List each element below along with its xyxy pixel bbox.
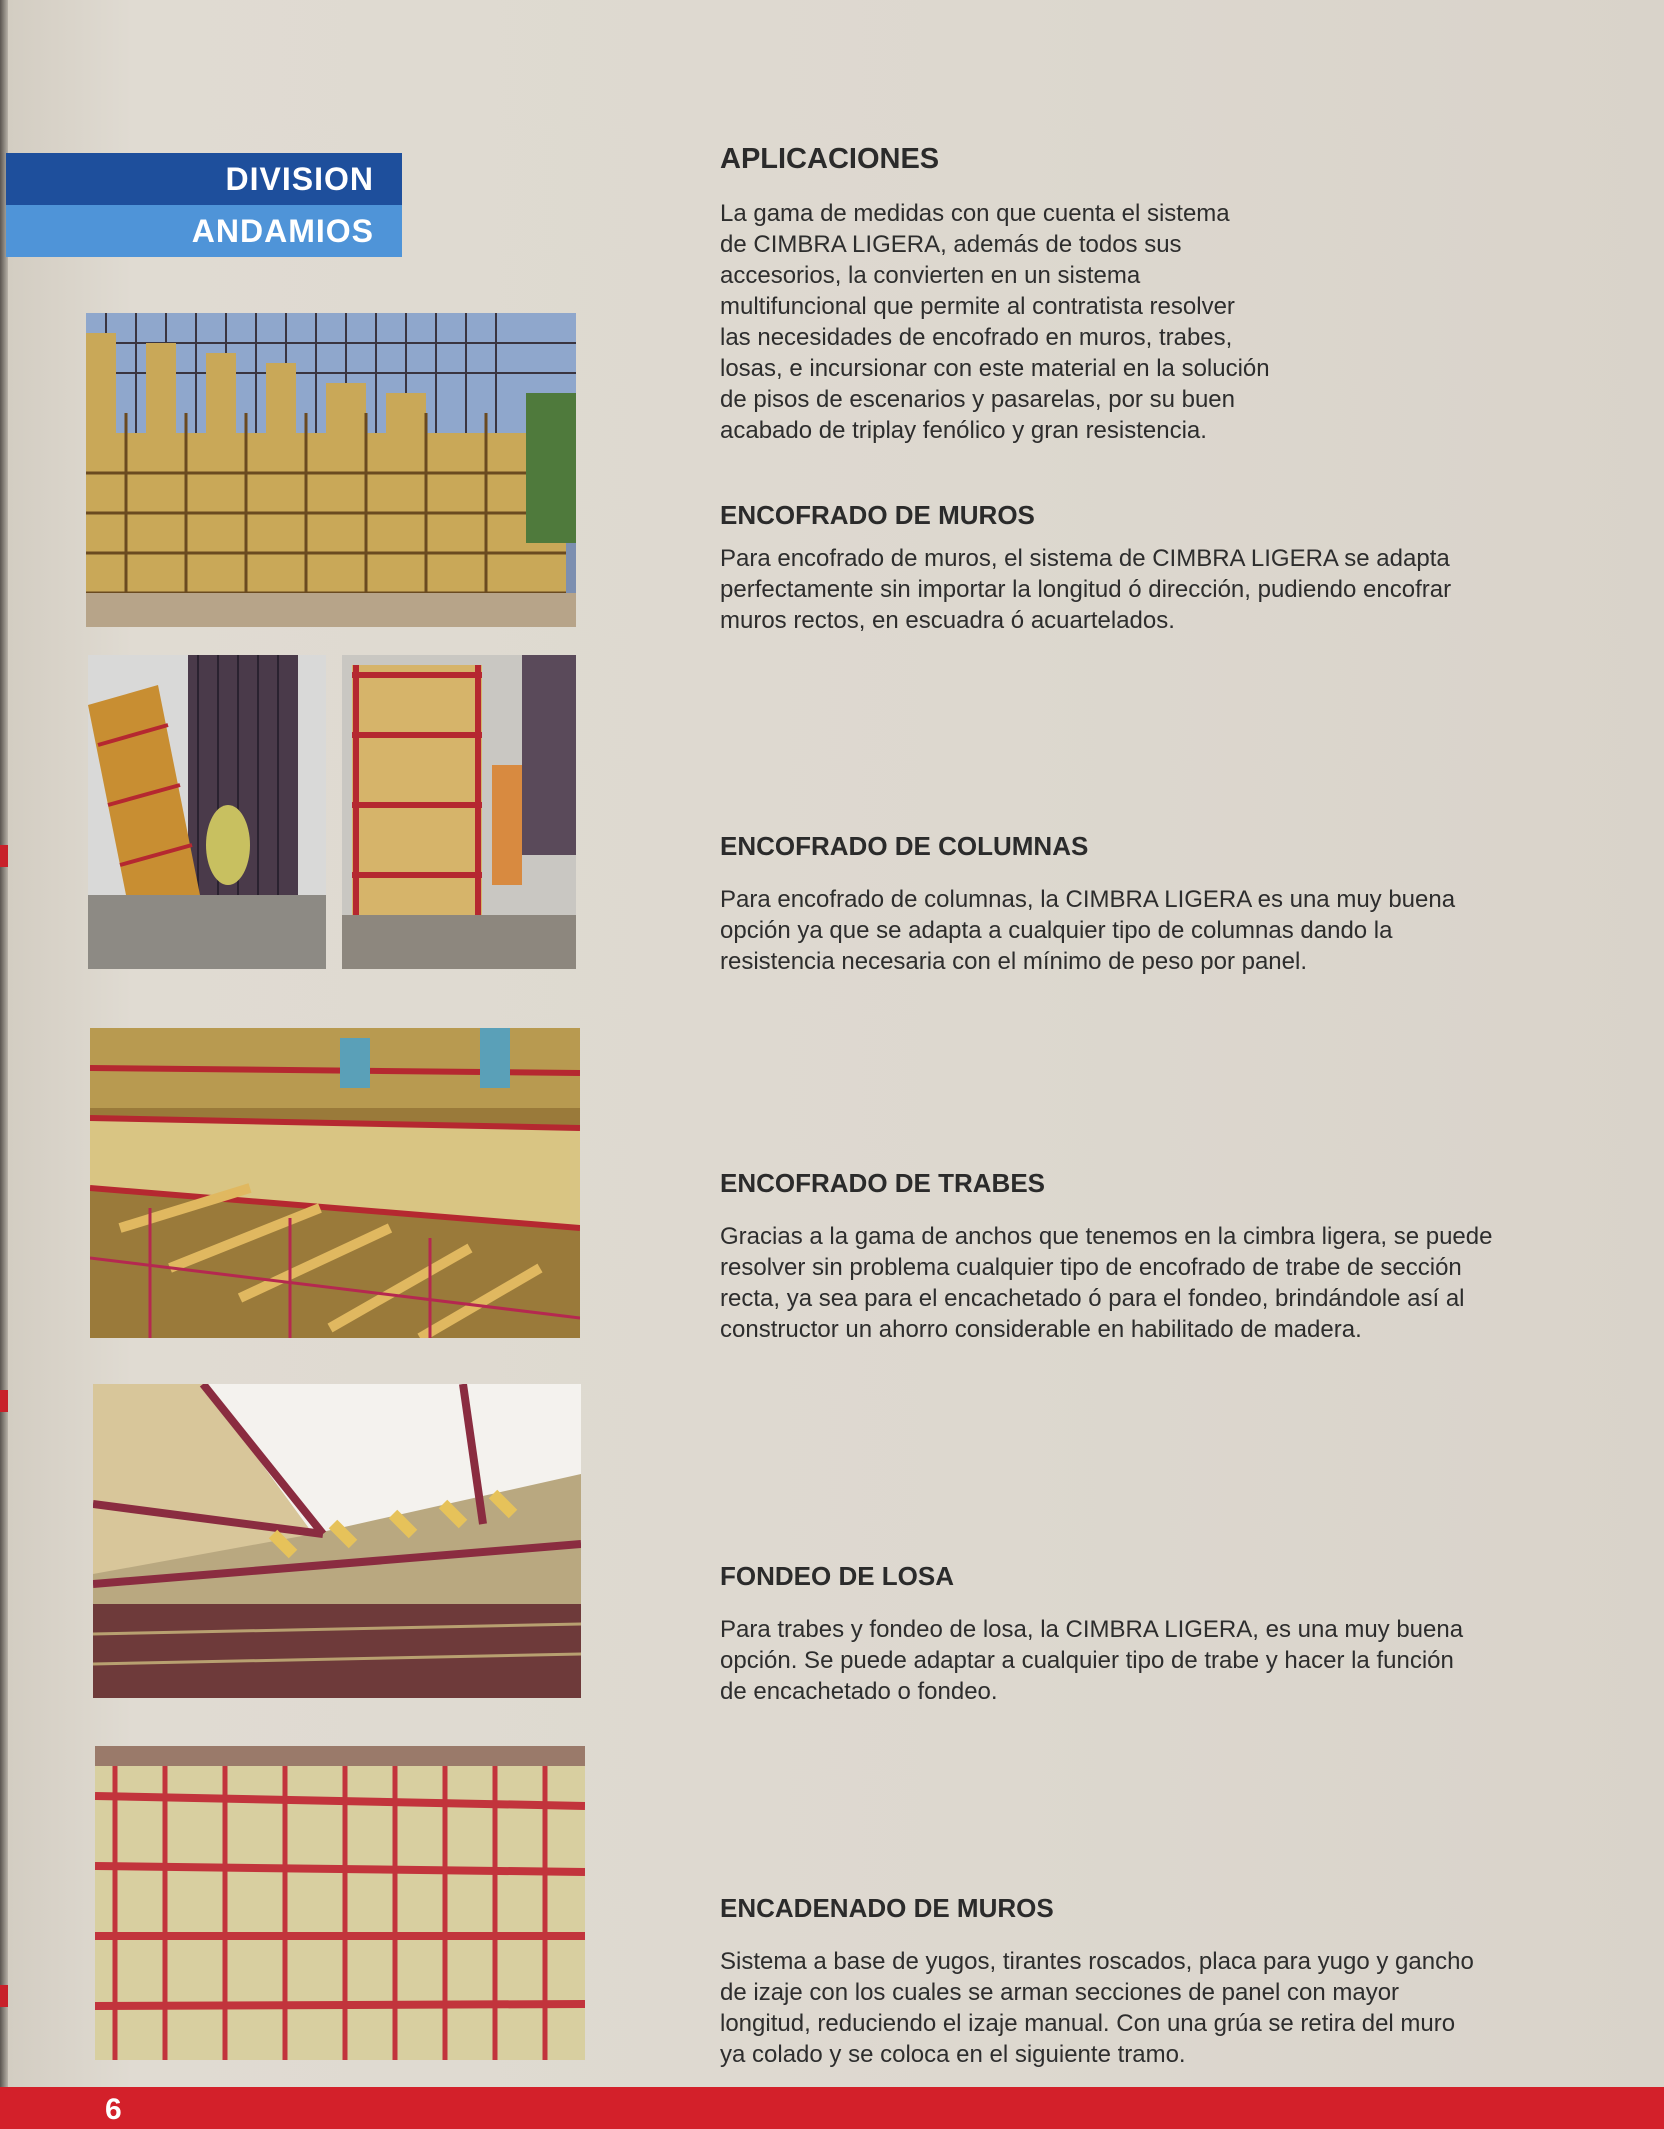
- text-line: La gama de medidas con que cuenta el sistema: [720, 200, 1230, 227]
- section-aplicaciones: [720, 143, 1620, 446]
- photo-column-formwork-right: [342, 655, 576, 969]
- text-line: Sistema a base de yugos, tirantes roscados, placa para yugo y gancho: [720, 1948, 1474, 1975]
- section-title: ENCOFRADO DE TRABES: [720, 1168, 1046, 1198]
- text-line: acabado de triplay fenólico y gran resistencia.: [720, 417, 1207, 444]
- text-line: de izaje con los cuales se arman secciones de panel con mayor: [720, 1979, 1400, 2006]
- section-body: [720, 1946, 1620, 2070]
- binding-mark: [0, 1390, 8, 1412]
- text-line: opción. Se puede adaptar a cualquier tipo de trabe y hacer la función: [720, 1647, 1454, 1674]
- section-title: ENCADENADO DE MUROS: [720, 1893, 1054, 1923]
- text-line: de encachetado o fondeo.: [720, 1678, 998, 1705]
- section-body: [720, 543, 1620, 636]
- text-line: multifuncional que permite al contratista resolver: [720, 293, 1235, 320]
- section-encofrado-trabes: [720, 1168, 1620, 1345]
- text-line: recta, ya sea para el encachetado ó para el fondeo, brindándole así al: [720, 1285, 1465, 1312]
- photo-column-formwork-left: [88, 655, 326, 969]
- text-line: longitud, reduciendo el izaje manual. Con una grúa se retira del muro: [720, 2010, 1456, 2037]
- binding-mark: [0, 1985, 8, 2007]
- page-binding-edge: [0, 0, 8, 2129]
- text-line: de CIMBRA LIGERA, además de todos sus: [720, 231, 1182, 258]
- text-line: Gracias a la gama de anchos que tenemos en la cimbra ligera, se puede: [720, 1223, 1493, 1250]
- text-line: losas, e incursionar con este material en la solución: [720, 355, 1270, 382]
- text-line: Para encofrado de columnas, la CIMBRA LIGERA es una muy buena: [720, 886, 1456, 913]
- text-line: resolver sin problema cualquier tipo de encofrado de trabe de sección: [720, 1254, 1462, 1281]
- section-title: APLICACIONES: [720, 143, 940, 175]
- footer-bar: [0, 2087, 1664, 2129]
- page-number: 6: [105, 2093, 122, 2126]
- text-line: perfectamente sin importar la longitud ó dirección, pudiendo encofrar: [720, 576, 1452, 603]
- section-title: FONDEO DE LOSA: [720, 1561, 955, 1591]
- text-line: opción ya que se adapta a cualquier tipo de columnas dando la: [720, 917, 1393, 944]
- text-line: Para encofrado de muros, el sistema de CIMBRA LIGERA se adapta: [720, 545, 1450, 572]
- division-tag: [6, 153, 402, 257]
- section-fondeo-losa: [720, 1561, 1620, 1707]
- section-body: [720, 884, 1620, 977]
- photo-wall-formwork: [86, 313, 576, 627]
- text-line: ya colado y se coloca en el siguiente tramo.: [720, 2041, 1186, 2068]
- text-line: accesorios, la convierten en un sistema: [720, 262, 1141, 289]
- text-line: las necesidades de encofrado en muros, trabes,: [720, 324, 1233, 351]
- photo-slab-formwork: [93, 1384, 581, 1698]
- photo-wall-chaining: [95, 1746, 585, 2060]
- section-encofrado-columnas: [720, 831, 1620, 977]
- binding-mark: [0, 845, 8, 867]
- division-label: DIVISION: [6, 153, 402, 205]
- section-title: ENCOFRADO DE COLUMNAS: [720, 831, 1089, 861]
- photo-beam-formwork: [90, 1028, 580, 1338]
- section-body: [720, 198, 1620, 446]
- section-title: ENCOFRADO DE MUROS: [720, 500, 1035, 530]
- text-line: muros rectos, en escuadra ó acuartelados.: [720, 607, 1175, 634]
- section-body: [720, 1221, 1620, 1345]
- text-line: de pisos de escenarios y pasarelas, por su buen: [720, 386, 1235, 413]
- section-body: [720, 1614, 1620, 1707]
- andamios-label: ANDAMIOS: [6, 205, 402, 257]
- section-encofrado-muros: [720, 500, 1620, 636]
- text-line: resistencia necesaria con el mínimo de peso por panel.: [720, 948, 1307, 975]
- text-line: constructor un ahorro considerable en habilitado de madera.: [720, 1316, 1362, 1343]
- text-line: Para trabes y fondeo de losa, la CIMBRA LIGERA, es una muy buena: [720, 1616, 1464, 1643]
- section-encadenado-muros: [720, 1893, 1620, 2070]
